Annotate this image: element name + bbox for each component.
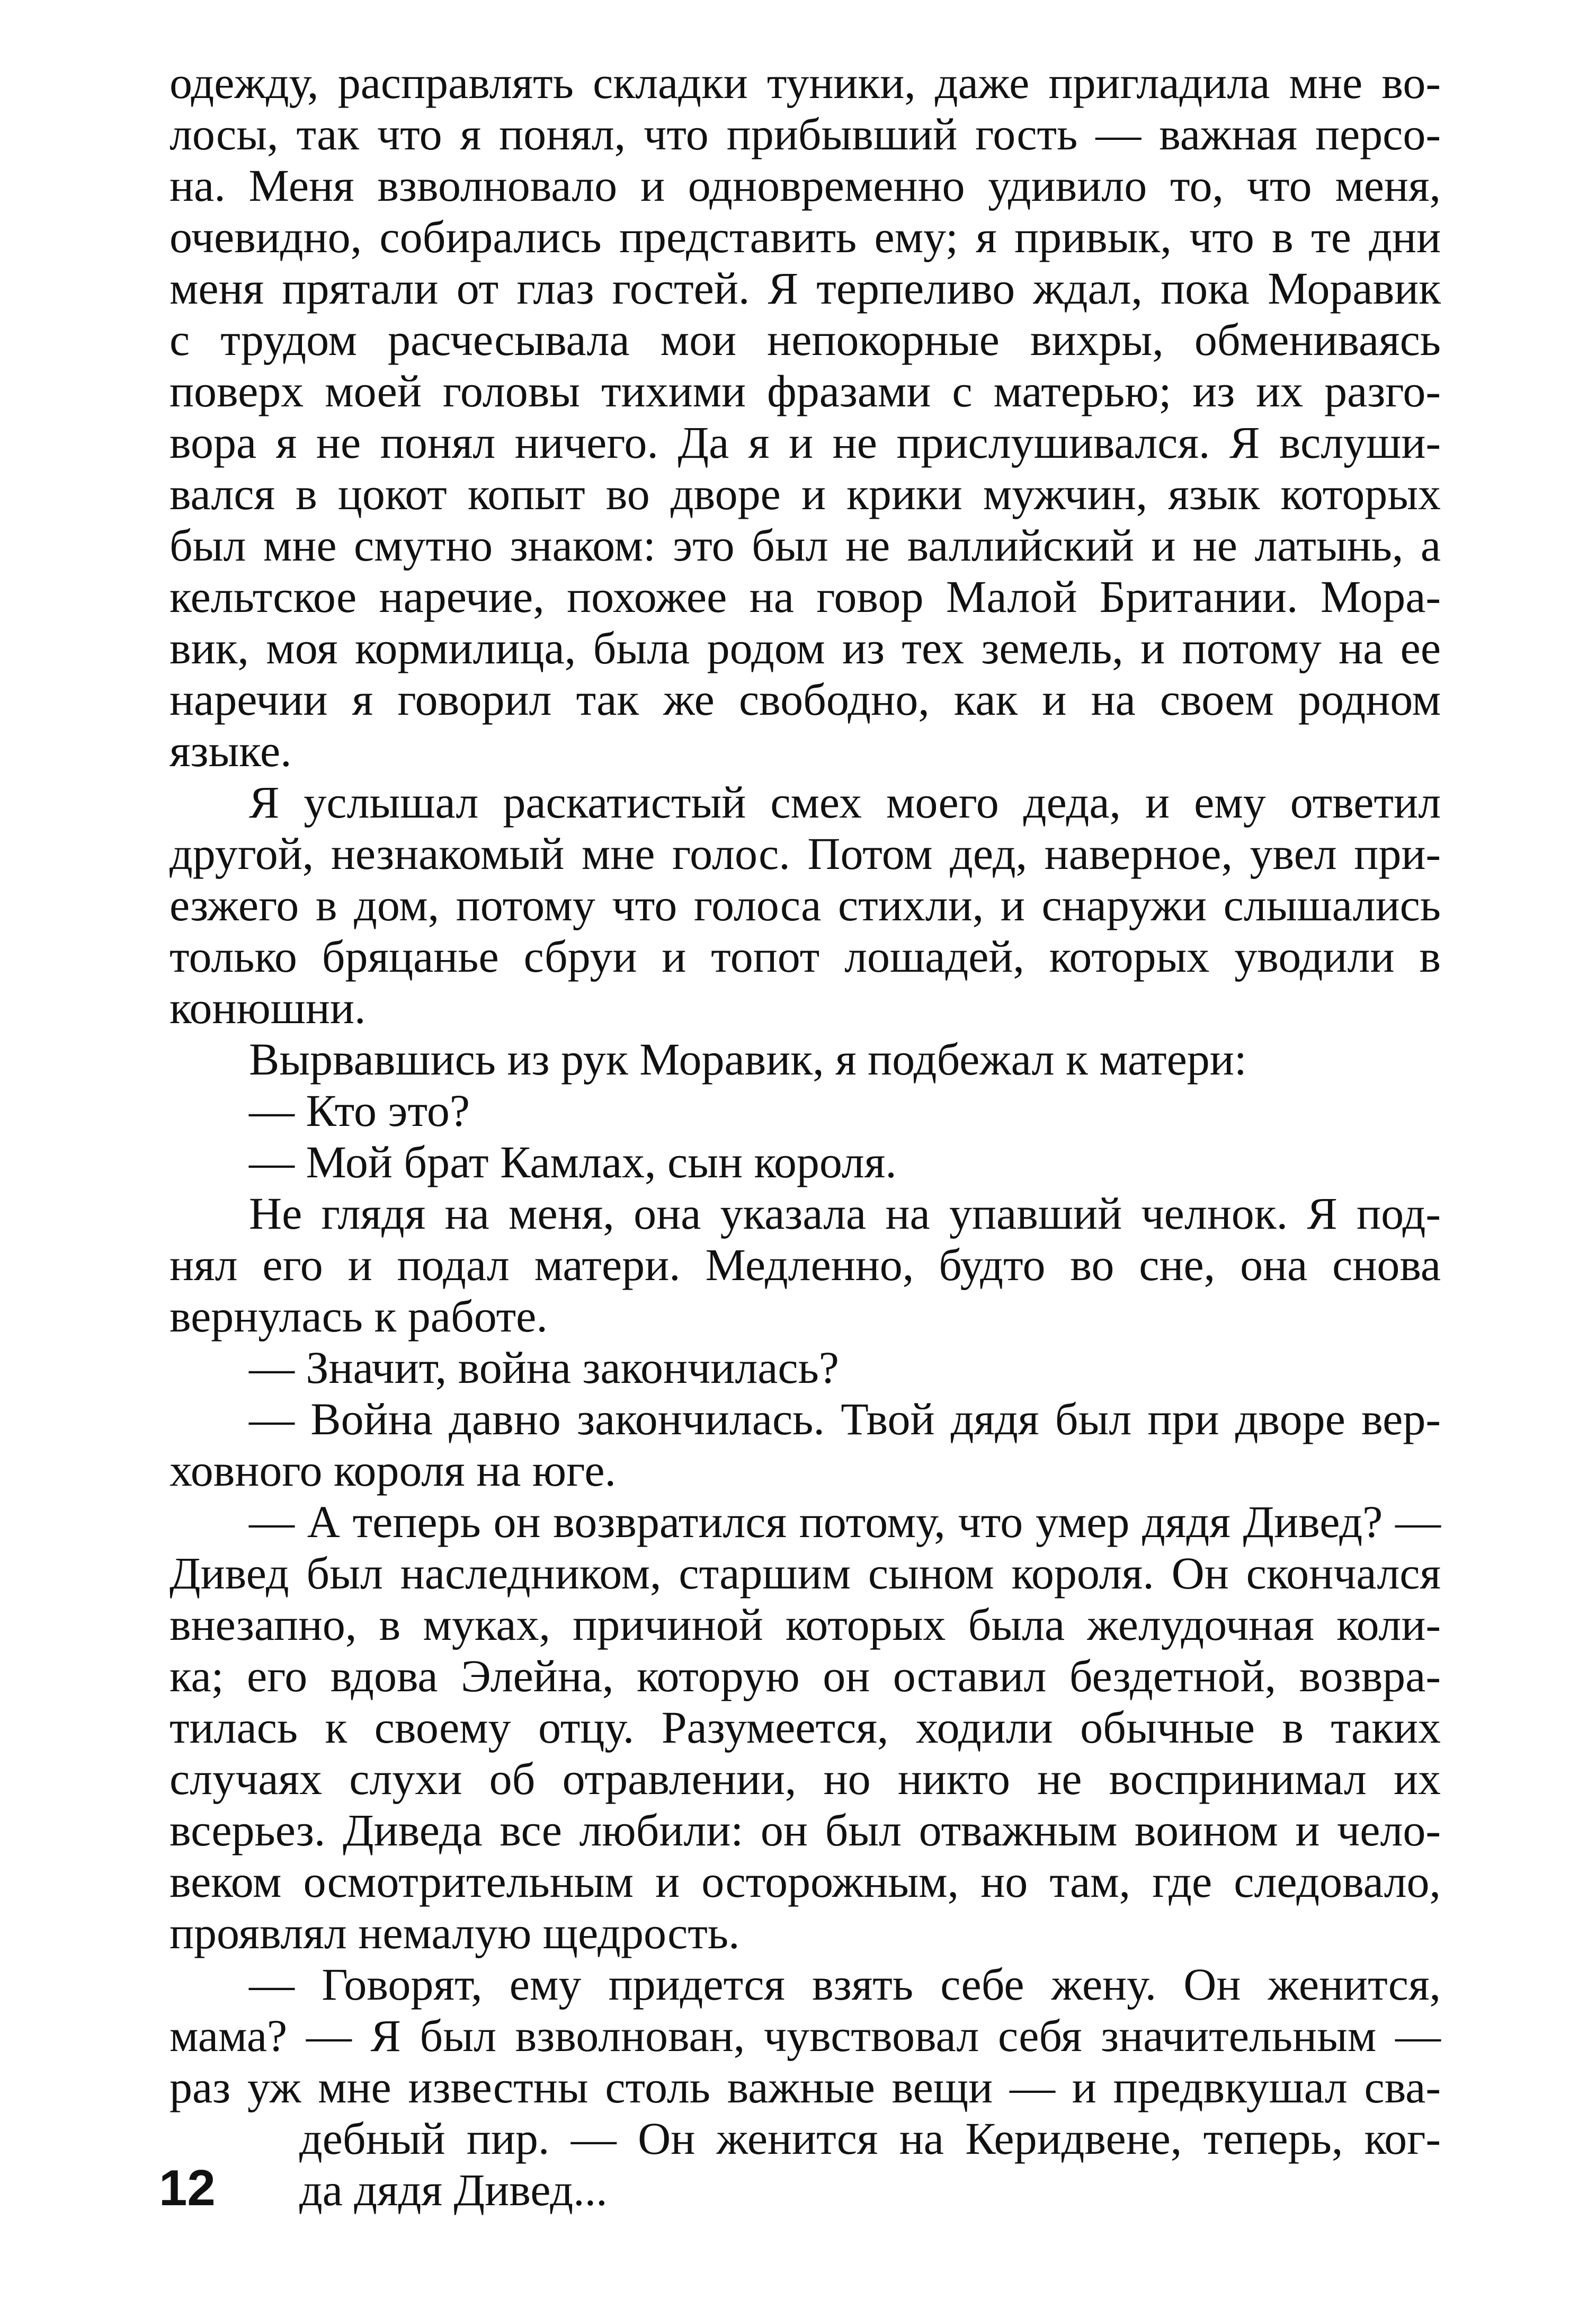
- text-line: всерьез. Диведа все любили: он был отважным воином и чело-: [170, 1805, 1441, 1856]
- text-line: Дивед был наследником, старшим сыном короля. Он скончался: [170, 1548, 1441, 1599]
- text-line: раз уж мне известны столь важные вещи — и предвкушал сва-: [170, 2062, 1441, 2112]
- text-line: вался в цокот копыт во дворе и крики мужчин, язык которых: [170, 468, 1441, 519]
- text-line: другой, незнакомый мне голос. Потом дед, наверное, увел при-: [170, 828, 1441, 879]
- text-line: мама? — Я был взволнован, чувствовал себя значительным —: [170, 2010, 1441, 2061]
- text-line: наречии я говорил так же свободно, как и на своем родном: [170, 674, 1441, 725]
- text-line: был мне смутно знаком: это был не валлийский и не латынь, а: [170, 520, 1441, 571]
- text-line: только бряцанье сбруи и топот лошадей, которых уводили в: [170, 931, 1441, 982]
- dialogue-line: — А теперь он возвратился потому, что умер дядя Дивед? —: [249, 1496, 1441, 1547]
- text-line: поверх моей головы тихими фразами с матерью; из их разго-: [170, 366, 1441, 416]
- dialogue-line: — Кто это?: [249, 1085, 470, 1136]
- text-line: на. Меня взволновало и одновременно удивило то, что меня,: [170, 160, 1441, 211]
- text-line: случаях слухи об отравлении, но никто не воспринимал их: [170, 1753, 1441, 1804]
- text-line: очевидно, собирались представить ему; я привык, что в те дни: [170, 211, 1441, 262]
- text-line: одежду, расправлять складки туники, даже пригладила мне во-: [170, 57, 1441, 108]
- text-line: меня прятали от глаз гостей. Я терпеливо ждал, пока Моравик: [170, 263, 1441, 314]
- dialogue-line: — Мой брат Камлах, сын короля.: [249, 1137, 897, 1187]
- text-line: лосы, так что я понял, что прибывший гость — важная персо-: [170, 109, 1441, 159]
- text-line: конюшни.: [170, 982, 366, 1033]
- text-line: вернулась к работе.: [170, 1291, 548, 1342]
- text-line: языке.: [170, 725, 292, 776]
- text-line: кельтское наречие, похожее на говор Малой Британии. Мора-: [170, 571, 1441, 622]
- dialogue-line: — Война давно закончилась. Твой дядя был при дворе вер-: [249, 1393, 1441, 1444]
- text-line: нял его и подал матери. Медленно, будто во сне, она снова: [170, 1239, 1441, 1290]
- dialogue-line: — Говорят, ему придется взять себе жену. Он женится,: [249, 1959, 1441, 2010]
- paragraph-start-line: Я услышал раскатистый смех моего деда, и ему ответил: [249, 777, 1441, 828]
- text-line: езжего в дом, потому что голоса стихли, и снаружи слышались: [170, 880, 1441, 930]
- dialogue-line: — Значит, война закончилась?: [249, 1342, 839, 1393]
- text-line: дебный пир. — Он женится на Керидвене, теперь, ког-: [299, 2113, 1441, 2164]
- paragraph-start-line: Не глядя на меня, она указала на упавший челнок. Я под-: [249, 1188, 1441, 1239]
- text-line: вора я не понял ничего. Да я и не прислушивался. Я вслуши-: [170, 417, 1441, 468]
- text-line: да дядя Дивед...: [299, 2164, 608, 2215]
- text-line: ховного короля на юге.: [170, 1445, 616, 1496]
- text-line: с трудом расчесывала мои непокорные вихры, обмениваясь: [170, 314, 1441, 365]
- text-line: вик, моя кормилица, была родом из тех земель, и потому на ее: [170, 623, 1441, 673]
- text-line: веком осмотрительным и осторожным, но там, где следовало,: [170, 1856, 1441, 1907]
- text-line: ка; его вдова Элейна, которую он оставил бездетной, возвра-: [170, 1650, 1441, 1701]
- text-line: тилась к своему отцу. Разумеется, ходили обычные в таких: [170, 1702, 1441, 1753]
- paragraph-start-line: Вырвавшись из рук Моравик, я подбежал к матери:: [249, 1034, 1247, 1085]
- page-number: 12: [159, 2160, 216, 2216]
- text-line: внезапно, в муках, причиной которых была желудочная коли-: [170, 1599, 1441, 1650]
- text-line: проявлял немалую щедрость.: [170, 1907, 740, 1958]
